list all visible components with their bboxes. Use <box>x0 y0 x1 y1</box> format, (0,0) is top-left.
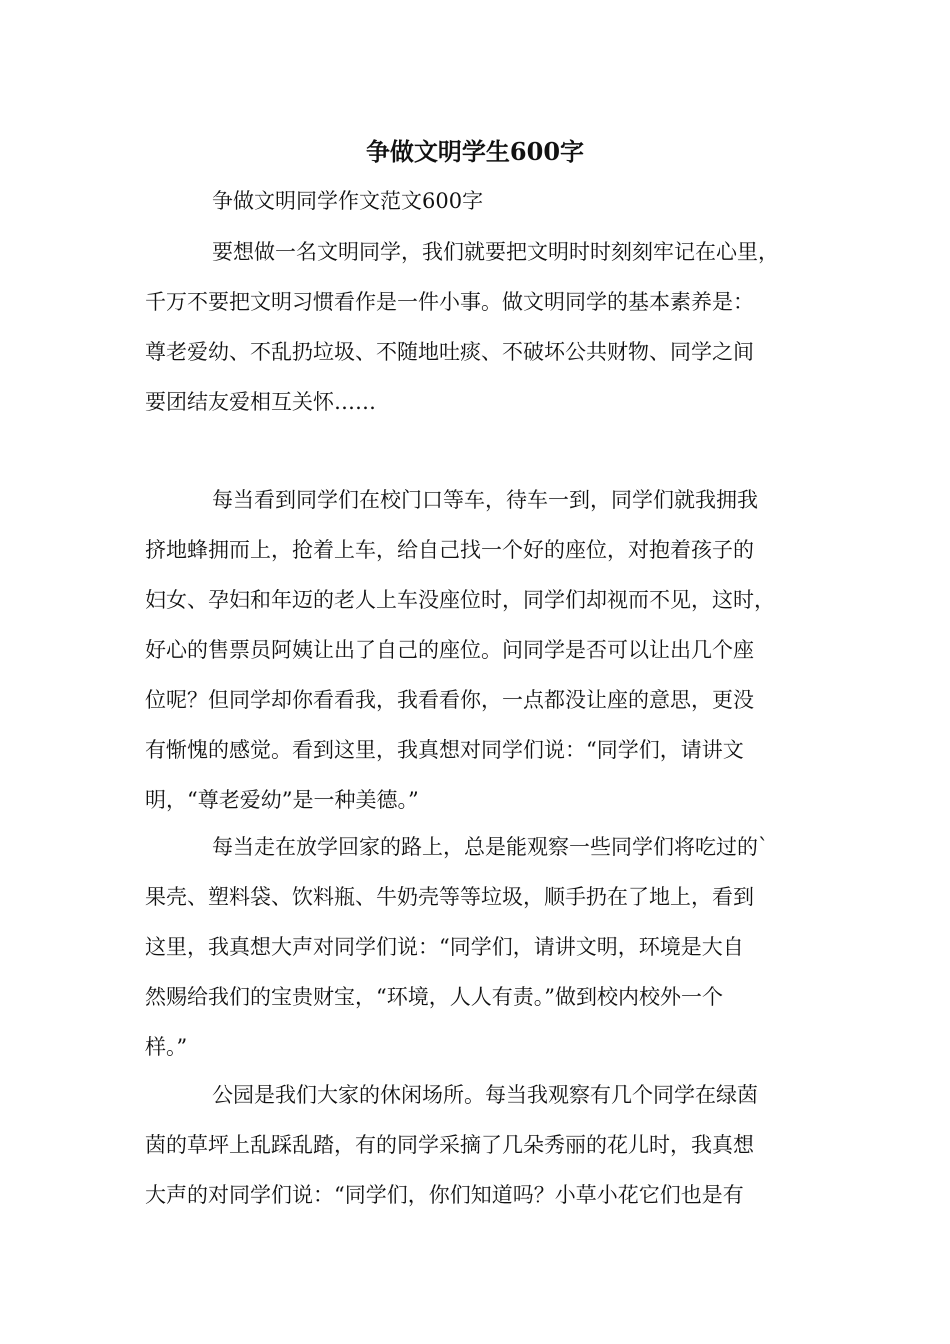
paragraph-3 <box>145 822 825 1072</box>
paragraph-line: 要团结友爱相互关怀…… <box>145 390 376 414</box>
paragraph-line: 有惭愧的感觉。看到这里，我真想对同学们说：“同学们，请讲文 <box>145 738 744 762</box>
paragraph-line: 位呢？但同学却你看看我，我看看你，一点都没让座的意思，更没 <box>145 688 754 712</box>
paragraph-line: 挤地蜂拥而上，抢着上车，给自己找一个好的座位，对抱着孩子的 <box>145 538 754 562</box>
paragraph-line: 然赐给我们的宝贵财宝，“环境，人人有责。”做到校内校外一个 <box>145 985 723 1009</box>
document-subtitle: 争做文明同学作文范文600字 <box>212 189 484 213</box>
document-title: 争做文明学生600字 <box>365 137 585 166</box>
paragraph-line: 果壳、塑料袋、饮料瓶、牛奶壳等等垃圾，顺手扔在了地上，看到 <box>145 885 754 909</box>
paragraph-line: 好心的售票员阿姨让出了自己的座位。问同学是否可以让出几个座 <box>145 638 754 662</box>
paragraph-line: 公园是我们大家的休闲场所。每当我观察有几个同学在绿茵 <box>212 1083 758 1107</box>
paragraph-line: 每当走在放学回家的路上，总是能观察一些同学们将吃过的` <box>212 835 769 859</box>
paragraph-2 <box>145 475 825 825</box>
paragraph-line: 千万不要把文明习惯看作是一件小事。做文明同学的基本素养是： <box>145 290 754 314</box>
paragraph-line: 样。” <box>145 1035 188 1059</box>
paragraph-4 <box>145 1070 825 1220</box>
paragraph-line: 尊老爱幼、不乱扔垃圾、不随地吐痰、不破坏公共财物、同学之间 <box>145 340 754 364</box>
paragraph-1 <box>145 227 825 427</box>
paragraph-line: 大声的对同学们说：“同学们，你们知道吗？小草小花它们也是有 <box>145 1183 744 1207</box>
paragraph-line: 这里，我真想大声对同学们说：“同学们，请讲文明，环境是大自 <box>145 935 744 959</box>
paragraph-line: 每当看到同学们在校门口等车，待车一到，同学们就我拥我 <box>212 488 758 512</box>
paragraph-line: 茵的草坪上乱踩乱踏，有的同学采摘了几朵秀丽的花儿时，我真想 <box>145 1133 754 1157</box>
paragraph-line: 妇女、孕妇和年迈的老人上车没座位时，同学们却视而不见，这时， <box>145 588 775 612</box>
paragraph-line: 明，“尊老爱幼”是一种美德。” <box>145 788 419 812</box>
paragraph-line: 要想做一名文明同学，我们就要把文明时时刻刻牢记在心里， <box>212 240 779 264</box>
